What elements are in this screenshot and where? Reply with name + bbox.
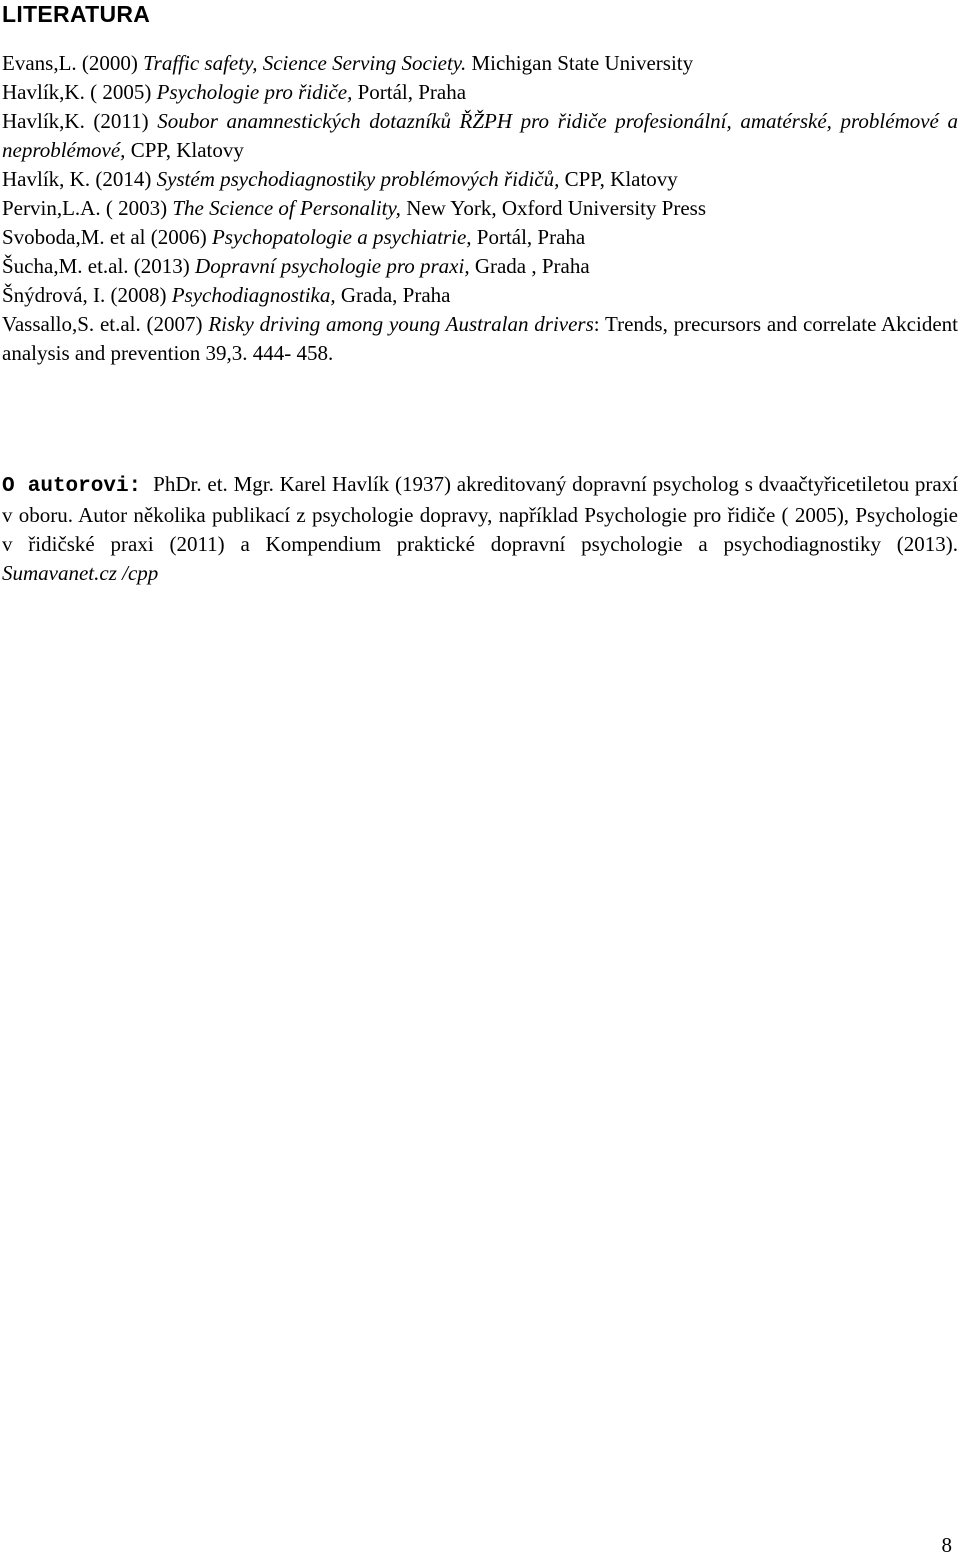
- reference-title: Psychodiagnostika,: [171, 283, 336, 307]
- reference-item: Šucha,M. et.al. (2013) Dopravní psychologie pro praxi, Grada , Praha: [2, 254, 590, 278]
- reference-title: Psychologie pro řidiče,: [156, 80, 353, 104]
- reference-item: Havlík,K. (2011) Soubor anamnestických dotazníků ŘŽPH pro řidiče profesionální, amatérské, problémové a neproblémové, CPP, Klatovy: [2, 109, 958, 162]
- reference-item: Šnýdrová, I. (2008) Psychodiagnostika, Grada, Praha: [2, 283, 451, 307]
- reference-title: The Science of Personality,: [172, 196, 401, 220]
- reference-title: Traffic safety, Science Serving Society.: [143, 51, 467, 75]
- reference-item: Havlík,K. ( 2005) Psychologie pro řidiče, Portál, Praha: [2, 80, 467, 104]
- reference-list: [2, 49, 958, 368]
- page-number: 8: [941, 1533, 952, 1557]
- page-heading: LITERATURA: [2, 1, 151, 27]
- about-author-label: O autorovi:: [2, 475, 142, 498]
- reference-title: Risky driving among young Australan drivers: [208, 312, 594, 336]
- about-author: [2, 470, 958, 588]
- reference-item: Vassallo,S. et.al. (2007) Risky driving among young Australan drivers: Trends, precursors and correlate Akcident analysis and prevention 39,3. 444- 458.: [2, 312, 958, 365]
- reference-title: Soubor anamnestických dotazníků ŘŽPH pro řidiče profesionální, amatérské, problémové a neproblémové,: [2, 109, 958, 162]
- reference-item: Svoboda,M. et al (2006) Psychopatologie a psychiatrie, Portál, Praha: [2, 225, 586, 249]
- about-author-text: PhDr. et. Mgr. Karel Havlík (1937) akreditovaný dopravní psycholog s dvaačtyřicetiletou praxí v oboru. Autor několika publikací z psychologie dopravy, například Psychologie pro řidiče ( 2005), Psychologie v řidičské praxi (2011) a Kompendium praktické dopravní psychologie a psychodiagnostiky (2013).: [2, 472, 959, 556]
- reference-item: Pervin,L.A. ( 2003) The Science of Personality, New York, Oxford University Press: [2, 196, 707, 220]
- reference-item: Havlík, K. (2014) Systém psychodiagnostiky problémových řidičů, CPP, Klatovy: [2, 167, 678, 191]
- reference-title: Psychopatologie a psychiatrie,: [211, 225, 472, 249]
- website-link[interactable]: Sumavanet.cz /cpp: [2, 561, 159, 585]
- reference-title: Dopravní psychologie pro praxi,: [195, 254, 470, 278]
- reference-title: Systém psychodiagnostiky problémových řidičů,: [156, 167, 560, 191]
- reference-item: Evans,L. (2000) Traffic safety, Science Serving Society. Michigan State University: [2, 51, 694, 75]
